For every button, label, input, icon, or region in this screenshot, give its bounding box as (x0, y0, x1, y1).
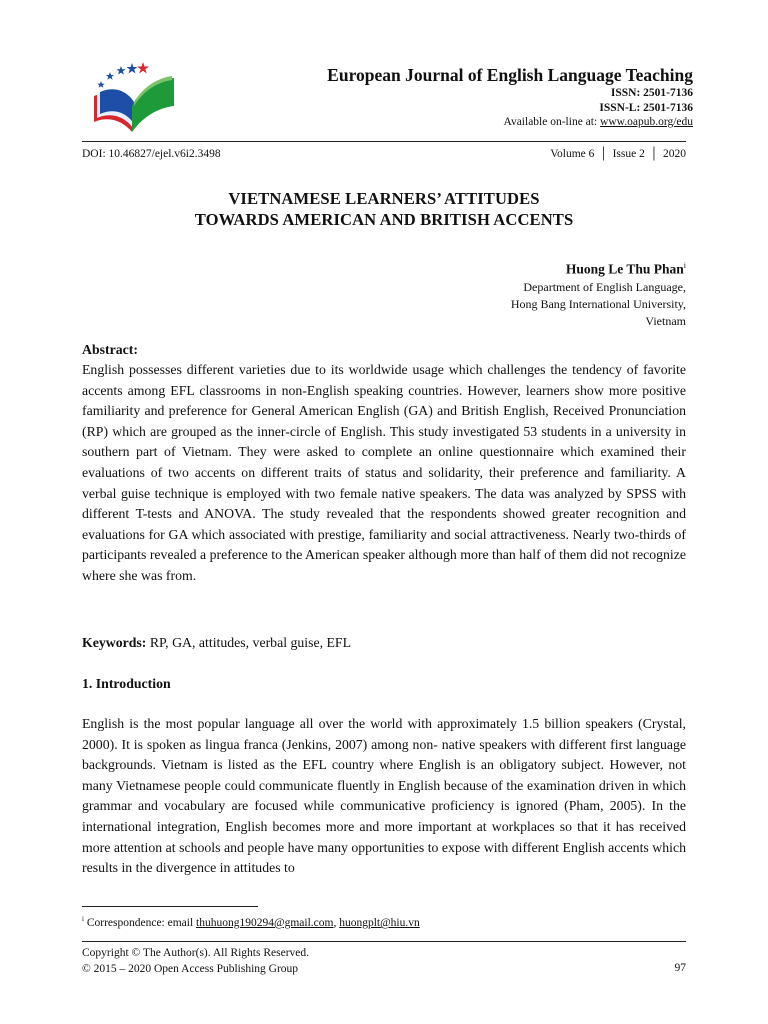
keywords (82, 635, 351, 651)
email-link-1[interactable]: thuhuong190294@gmail.com (196, 916, 334, 929)
footnote-marker: i (82, 915, 84, 923)
abstract-heading: Abstract: (82, 342, 138, 357)
author-affiliation-line-2: Hong Bang International University, (510, 296, 686, 311)
year: 2020 (663, 148, 686, 160)
paper-title-line-2: TOWARDS AMERICAN AND BRITISH ACCENTS (194, 210, 574, 229)
publisher-line: © 2015 – 2020 Open Access Publishing Group (82, 962, 299, 975)
separator: │ (599, 148, 608, 160)
email-link-2[interactable]: huongplt@hiu.vn (339, 916, 420, 929)
page-number: 97 (674, 962, 686, 974)
copyright-line: Copyright © The Author(s). All Rights Reserved. (82, 947, 310, 959)
journal-logo-book-stars-icon (86, 58, 178, 134)
footnote-label: Correspondence: email (83, 916, 197, 929)
footnote-divider (82, 906, 258, 907)
availability-label: Available on-line at: (503, 116, 601, 128)
journal-masthead (327, 64, 693, 130)
author-block (511, 257, 686, 330)
footer-divider (82, 941, 686, 942)
abstract-text: English possesses different varieties due to its worldwide usage which challenges the tendency of favorite accents among EFL classrooms in non-English speaking countries. However, learners show more positive familiarity and preference for General American English (GA) and British English, Received Pronunciation (RP) which are grouped as the inner-circle of English. This study investigated 53 students in a university in southern part of Vietnam. They were asked to complete an online questionnaire which examined their evaluations of two accents on different traits of status and solidarity, their preference and familiarity. A verbal guise technique is employed with two female native speakers. The data was analyzed by SPSS with different T-tests and ANOVA. The study revealed that the respondents showed greater recognition and evaluations for GA which associated with prestige, familiarity and social attractiveness. Nearly two-thirds of participants revealed a preference to the American speaker although more than half of them did not recognize where she was from. (82, 362, 686, 583)
journal-website-link[interactable]: www.oapub.org/edu (600, 116, 693, 128)
paper-title-line-1: VIETNAMESE LEARNERS’ ATTITUDES (228, 189, 540, 208)
footnote (82, 915, 420, 929)
separator: │ (649, 148, 658, 160)
paper-title (82, 188, 686, 230)
author-name: Huong Le Thu Phan$^i$ (565, 261, 686, 277)
volume: Volume 6 (550, 148, 595, 160)
section-heading-introduction: 1. Introduction (82, 676, 171, 691)
header-divider (82, 141, 686, 142)
page-footer (82, 946, 686, 977)
author-affiliation-line-1: Department of English Language, (523, 279, 686, 294)
availability-line (327, 115, 693, 130)
issue: Issue 2 (612, 148, 645, 160)
footnote-separator: , (333, 916, 340, 929)
issn: ISSN: 2501-7136 (610, 87, 693, 99)
issn-l: ISSN-L: 2501-7136 (599, 101, 693, 114)
doi-line (82, 148, 686, 160)
keywords-label: Keywords: (82, 635, 147, 650)
keywords-list: RP, GA, attitudes, verbal guise, EFL (146, 635, 352, 650)
author-affiliation-line-3: Vietnam (645, 313, 686, 328)
volume-issue-year (550, 148, 686, 160)
introduction-text: English is the most popular language all over the world with approximately 1.5 billion speakers (Crystal, 2000). It is spoken as lingua franca (Jenkins, 2007) among non- native speakers with different first language backgrounds. Vietnam is listed as the EFL country where English is an obligatory subject. However, not many Vietnamese people could communicate fluently in English because of the examination driven in which grammar and vocabulary are focused while communicative proficiency is ignored (Pham, 2005). In the international integration, English becomes more and more important at workplaces so that it has received more attention at schools and people have many opportunities to expose with different English accents which results in the divergence in attitudes to (82, 716, 686, 876)
doi: DOI: 10.46827/ejel.v6i2.3498 (82, 148, 221, 160)
journal-title: European Journal of English Language Teaching (327, 65, 693, 85)
author-footnote-marker: i (683, 261, 686, 270)
